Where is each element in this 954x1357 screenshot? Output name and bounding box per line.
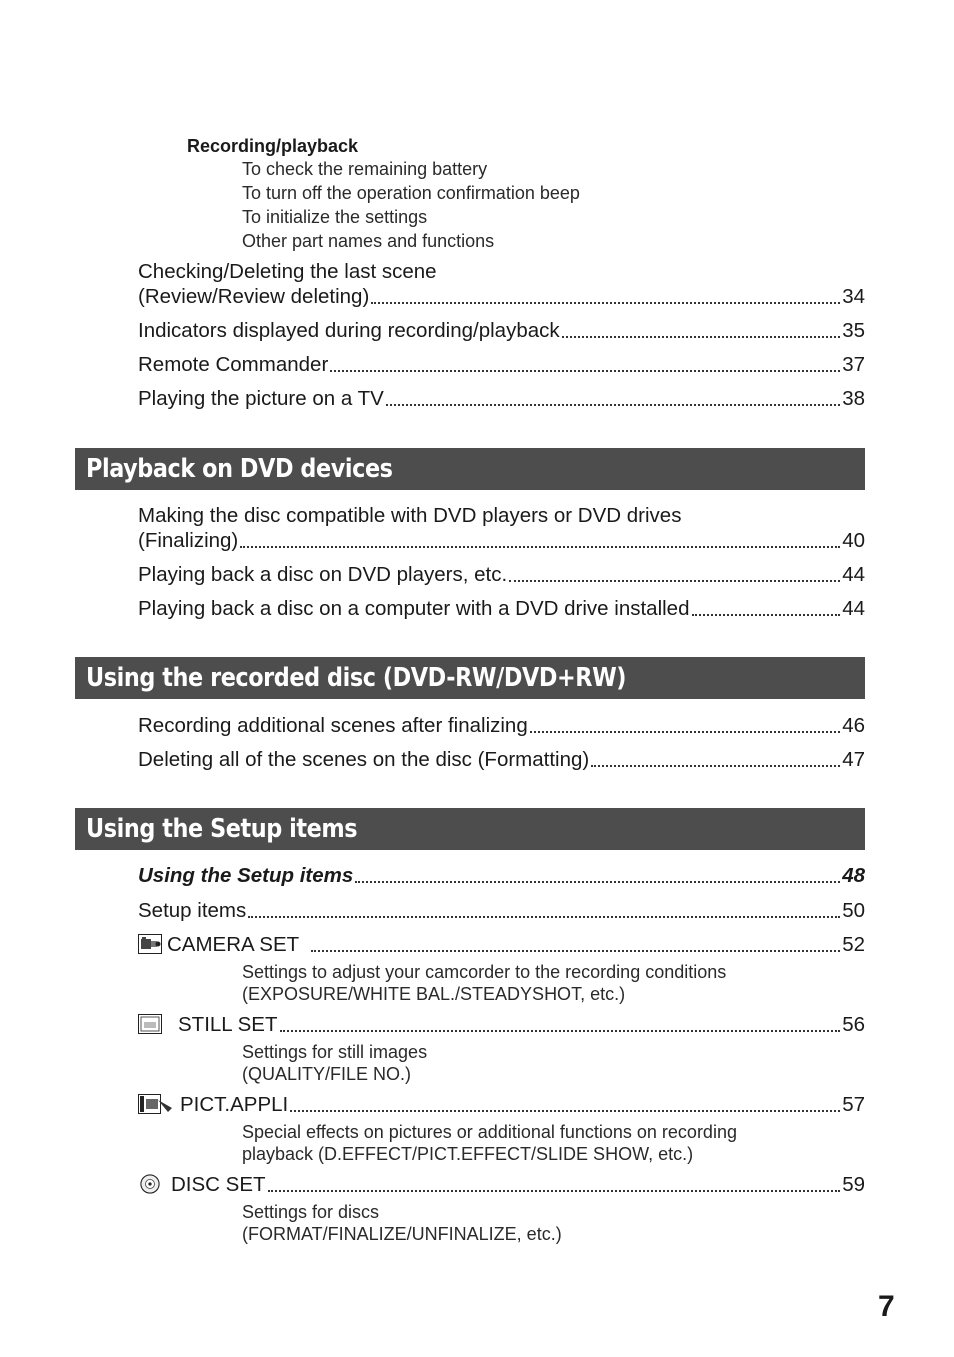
toc-page-number: 35	[842, 319, 865, 342]
disc-set-description-line1: Settings for discs	[242, 1202, 380, 1222]
page-number: 7	[878, 1290, 895, 1323]
leader-dots	[509, 580, 840, 582]
toc-entry-review-line1[interactable]: Checking/Deleting the last scene	[138, 260, 437, 283]
toc-entry-using-setup[interactable]	[138, 864, 865, 888]
still-image-icon	[138, 1014, 162, 1034]
toc-entry-title: Recording additional scenes after finalizing	[138, 714, 528, 737]
toc-entry-compat-line1[interactable]: Making the disc compatible with DVD players or DVD drives	[138, 504, 682, 527]
toc-page-number: 57	[842, 1093, 865, 1116]
toc-entry-setup-items[interactable]	[138, 899, 865, 923]
toc-entry-title: CAMERA SET	[167, 933, 300, 956]
toc-entry-title: Setup items	[138, 899, 247, 922]
toc-page-number: 37	[842, 353, 865, 376]
recording-playback-heading: Recording/playback	[187, 136, 359, 156]
toc-page-number: 50	[842, 899, 865, 922]
toc-entry-finalizing[interactable]	[138, 529, 865, 553]
leader-dots	[268, 1190, 841, 1192]
toc-entry-title: DISC SET	[171, 1173, 266, 1196]
pict-appli-description-line2: playback (D.EFFECT/PICT.EFFECT/SLIDE SHOW, etc.)	[242, 1144, 694, 1164]
recording-subitem-battery[interactable]: To check the remaining battery	[242, 159, 488, 179]
toc-page-number: 59	[842, 1173, 865, 1196]
toc-entry-title: (Review/Review deleting)	[138, 285, 370, 308]
toc-entry-review[interactable]	[138, 285, 865, 309]
section-title: Using the recorded disc (DVD-RW/DVD+RW)	[86, 663, 627, 693]
toc-entry-tv[interactable]	[138, 387, 865, 411]
recording-subitem-initialize[interactable]: To initialize the settings	[242, 207, 428, 227]
leader-dots	[371, 302, 840, 304]
toc-entry-additional-scenes[interactable]	[138, 714, 865, 738]
toc-page-number: 47	[842, 748, 865, 771]
toc-entry-title: Remote Commander	[138, 353, 329, 376]
toc-entry-title: STILL SET	[178, 1013, 278, 1036]
toc-entry-title: (Finalizing)	[138, 529, 239, 552]
toc-page-number: 38	[842, 387, 865, 410]
toc-entry-title: Indicators displayed during recording/playback	[138, 319, 560, 342]
leader-dots	[530, 731, 840, 733]
leader-dots	[562, 336, 841, 338]
disc-icon	[138, 1174, 162, 1194]
leader-dots	[692, 614, 841, 616]
leader-dots	[248, 916, 840, 918]
toc-page-number: 52	[842, 933, 865, 956]
toc-entry-title: Using the Setup items	[138, 864, 354, 887]
section-title: Playback on DVD devices	[86, 454, 393, 484]
leader-dots	[290, 1110, 840, 1112]
leader-dots	[355, 881, 840, 883]
leader-dots	[330, 370, 840, 372]
still-set-description-line1: Settings for still images	[242, 1042, 428, 1062]
recording-subitem-part-names[interactable]: Other part names and functions	[242, 231, 495, 251]
toc-entry-dvd-players[interactable]	[138, 563, 865, 587]
toc-entry-title: PICT.APPLI	[180, 1093, 289, 1116]
toc-entry-title: Deleting all of the scenes on the disc (Formatting)	[138, 748, 590, 771]
section-title: Using the Setup items	[86, 814, 358, 844]
recording-subitem-beep[interactable]: To turn off the operation confirmation beep	[242, 183, 580, 203]
toc-entry-pict-appli[interactable]	[180, 1093, 865, 1117]
toc-page-number: 56	[842, 1013, 865, 1036]
leader-dots	[591, 765, 840, 767]
toc-entry-title: Playing the picture on a TV	[138, 387, 384, 410]
camera-set-description-line2: (EXPOSURE/WHITE BAL./STEADYSHOT, etc.)	[242, 984, 626, 1004]
toc-entry-indicators[interactable]	[138, 319, 865, 343]
section-header-playback-dvd	[75, 448, 865, 490]
toc-entry-remote[interactable]	[138, 353, 865, 377]
toc-page-number: 48	[842, 864, 865, 887]
toc-entry-computer[interactable]	[138, 597, 865, 621]
leader-dots	[240, 546, 840, 548]
toc-entry-disc-set[interactable]	[171, 1173, 865, 1197]
section-header-recorded-disc	[75, 657, 865, 699]
picture-application-icon	[138, 1094, 174, 1114]
section-header-setup	[75, 808, 865, 850]
toc-page-number: 34	[842, 285, 865, 308]
camera-icon	[138, 934, 162, 954]
leader-dots	[386, 404, 840, 406]
toc-entry-still-set[interactable]	[178, 1013, 865, 1037]
toc-page-number: 44	[842, 563, 865, 586]
camera-set-description-line1: Settings to adjust your camcorder to the recording conditions	[242, 962, 727, 982]
toc-entry-title: Playing back a disc on DVD players, etc.	[138, 563, 508, 586]
toc-page-number: 46	[842, 714, 865, 737]
toc-page-number: 44	[842, 597, 865, 620]
toc-entry-title: Playing back a disc on a computer with a DVD drive installed	[138, 597, 690, 620]
toc-entry-camera-set[interactable]	[167, 933, 865, 957]
leader-dots	[311, 950, 840, 952]
disc-set-description-line2: (FORMAT/FINALIZE/UNFINALIZE, etc.)	[242, 1224, 562, 1244]
toc-entry-formatting[interactable]	[138, 748, 865, 772]
still-set-description-line2: (QUALITY/FILE NO.)	[242, 1064, 412, 1084]
leader-dots	[280, 1030, 841, 1032]
toc-page-number: 40	[842, 529, 865, 552]
pict-appli-description-line1: Special effects on pictures or additional functions on recording	[242, 1122, 737, 1142]
